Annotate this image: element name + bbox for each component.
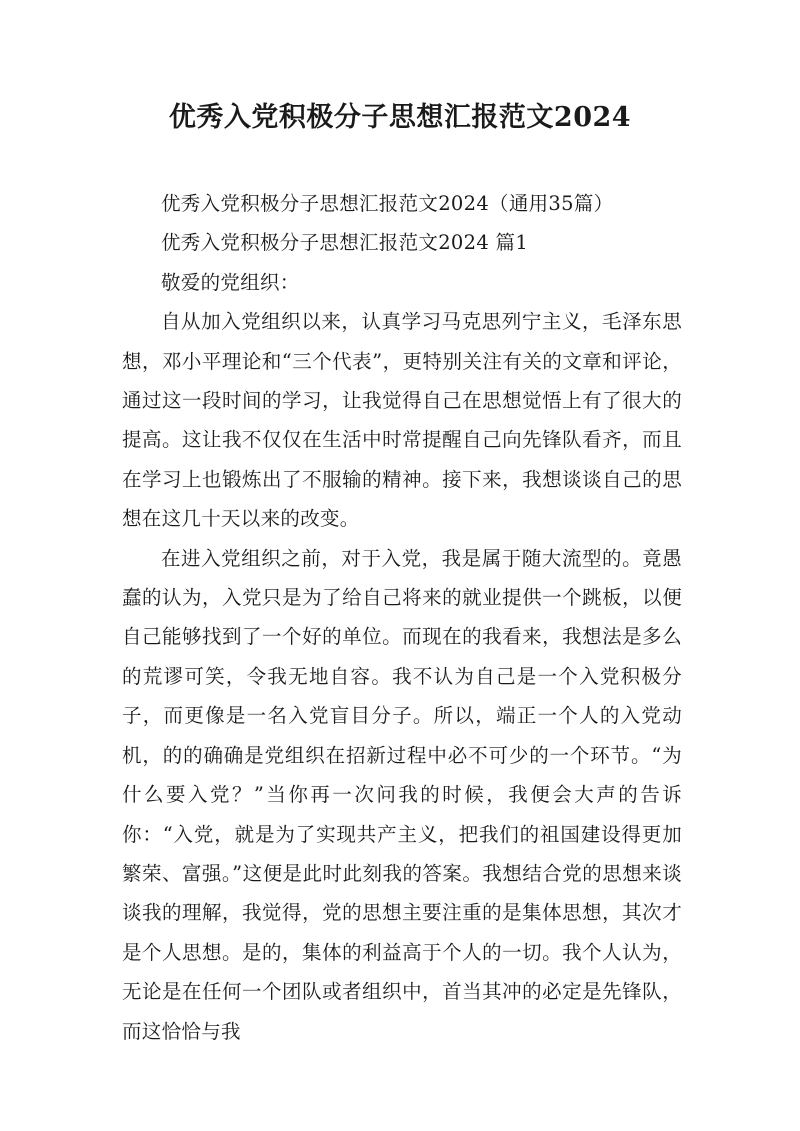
paragraph-body-1: 自从加入党组织以来，认真学习马克思列宁主义，毛泽东思想，邓小平理论和“三个代表”，更特别关注有关的文章和评论，通过这一段时间的学习，让我觉得自己在思想觉悟上有了很大的提高。这让我不仅仅在生活中时常提醒自己向先锋队看齐，而且在学习上也锻炼出了不服输的精神。接下来，我想谈谈自己的思想在这几十天以来的改变。 [122, 310, 682, 531]
document-title: 优秀入党积极分子思想汇报范文2024 [168, 102, 632, 133]
paragraph-body-2: 在进入党组织之前，对于入党，我是属于随大流型的。竟愚蠢的认为，入党只是为了给自己将来的就业提供一个跳板，以便自己能够找到了一个好的单位。而现在的我看来，我想法是多么的荒谬可笑，令我无地自容。我不认为自己是一个入党积极分子，而更像是一名入党盲目分子。所以，端正一个人的入党动机，的的确确是党组织在招新过程中必不可少的一个环节。“为什么要入党？”当你再一次问我的时候，我便会大声的告诉你：“入党，就是为了实现共产主义，把我们的祖国建设得更加繁荣、富强。”这便是此时此刻我的答案。我想结合党的思想来谈谈我的理解，我觉得，党的思想主要注重的是集体思想，其次才是个人思想。是的，集体的利益高于个人的一切。我个人认为，无论是在任何一个团队或者组织中，首当其冲的必定是先锋队，而这恰恰与我 [122, 546, 682, 1043]
paragraph-subtitle: 优秀入党积极分子思想汇报范文2024（通用35篇） [161, 192, 614, 215]
paragraph-section-heading: 优秀入党积极分子思想汇报范文2024 篇1 [161, 231, 529, 255]
document-body [122, 184, 682, 1051]
paragraph-salutation: 敬爱的党组织： [161, 270, 300, 294]
